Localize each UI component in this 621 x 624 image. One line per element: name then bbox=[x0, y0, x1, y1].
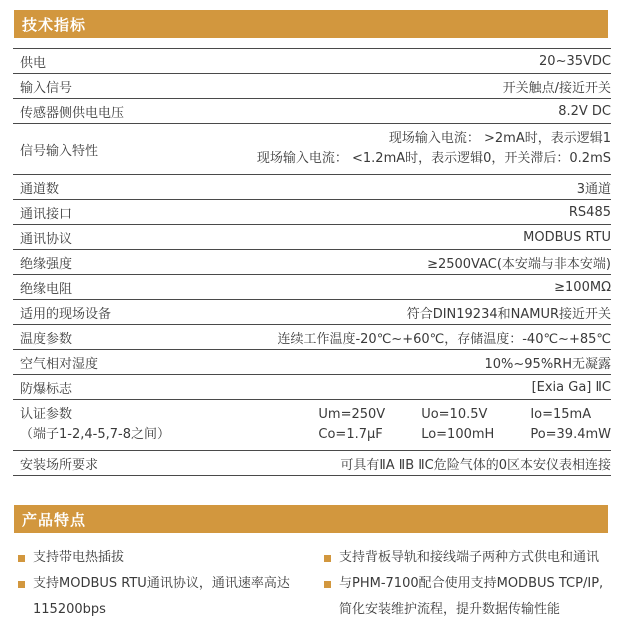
spec-label: 防爆标志 bbox=[20, 381, 73, 397]
spec-label bbox=[20, 405, 170, 445]
bullet-icon bbox=[18, 555, 25, 562]
spec-value: 连续工作温度-20℃~+60℃，存储温度：-40℃~+85℃ bbox=[277, 331, 611, 347]
feature-item bbox=[14, 571, 302, 623]
feature-text: 支持背板导轨和接线端子两种方式供电和通讯 bbox=[339, 550, 600, 565]
section-header-features bbox=[14, 505, 608, 533]
spec-label: 输入信号 bbox=[20, 80, 73, 96]
cert-param: Lo=100mH bbox=[421, 427, 495, 442]
cert-param: Co=1.7μF bbox=[318, 427, 383, 442]
spec-row-insulation-resistance bbox=[13, 275, 611, 300]
spec-label: 绝缘电阻 bbox=[20, 281, 73, 297]
spec-row-sensor-voltage bbox=[13, 99, 611, 124]
spec-value: 3通道 bbox=[576, 181, 611, 197]
bullet-icon bbox=[324, 555, 331, 562]
spec-label: 通讯接口 bbox=[20, 206, 73, 222]
spec-label-line: 认证参数 bbox=[20, 407, 73, 422]
spec-table bbox=[13, 48, 611, 476]
cert-param: Uo=10.5V bbox=[421, 407, 488, 422]
spec-value: ≥2500VAC(本安端与非本安端) bbox=[427, 256, 611, 272]
spec-row-channels bbox=[13, 175, 611, 200]
spec-value: [Exia Ga] ⅡC bbox=[531, 379, 611, 395]
spec-row-installation bbox=[13, 451, 611, 476]
spec-value-line: 现场输入电流： <1.2mA时，表示逻辑0，开关滞后：0.2mS bbox=[256, 151, 611, 166]
bullet-icon bbox=[324, 581, 331, 588]
spec-row-power bbox=[13, 49, 611, 74]
spec-row-certification bbox=[13, 400, 611, 451]
spec-value bbox=[257, 129, 611, 169]
spec-value: 10%~95%RH无凝露 bbox=[484, 356, 611, 372]
spec-value: 开关触点/接近开关 bbox=[502, 80, 611, 96]
spec-label: 适用的现场设备 bbox=[20, 306, 112, 322]
bullet-icon bbox=[18, 581, 25, 588]
spec-row-comm-interface bbox=[13, 200, 611, 225]
spec-row-explosion-proof bbox=[13, 375, 611, 400]
spec-row-insulation-strength bbox=[13, 250, 611, 275]
features-column-left bbox=[14, 545, 302, 623]
spec-label: 绝缘强度 bbox=[20, 256, 73, 272]
feature-text: 支持带电热插拔 bbox=[33, 550, 125, 565]
section-title-tech: 技术指标 bbox=[22, 15, 87, 34]
cert-param: Po=39.4mW bbox=[530, 427, 611, 442]
spec-row-temperature bbox=[13, 325, 611, 350]
section-title-features: 产品特点 bbox=[22, 510, 87, 529]
cert-param: Io=15mA bbox=[530, 407, 592, 422]
spec-label: 温度参数 bbox=[20, 331, 73, 347]
features-list bbox=[14, 545, 608, 623]
spec-label: 信号输入特性 bbox=[20, 143, 99, 159]
spec-value: MODBUS RTU bbox=[523, 229, 611, 245]
spec-row-humidity bbox=[13, 350, 611, 375]
spec-value: 8.2V DC bbox=[558, 103, 611, 119]
spec-row-input-signal bbox=[13, 74, 611, 99]
spec-label: 安装场所要求 bbox=[20, 457, 99, 473]
spec-label: 供电 bbox=[20, 55, 47, 71]
spec-value: RS485 bbox=[568, 204, 611, 220]
spec-value-line: 现场输入电流： >2mA时，表示逻辑1 bbox=[388, 131, 611, 146]
spec-value: 符合DIN19234和NAMUR接近开关 bbox=[406, 306, 611, 322]
feature-item bbox=[320, 571, 608, 623]
spec-row-comm-protocol bbox=[13, 225, 611, 250]
spec-value: 20~35VDC bbox=[539, 53, 611, 69]
cert-param: Um=250V bbox=[318, 407, 386, 422]
spec-value: 可具有ⅡA ⅡB ⅡC危险气体的0区本安仪表相连接 bbox=[340, 457, 611, 473]
spec-label: 通讯协议 bbox=[20, 231, 73, 247]
spec-row-signal-characteristics bbox=[13, 124, 611, 175]
feature-item bbox=[14, 545, 302, 571]
spec-row-field-devices bbox=[13, 300, 611, 325]
spec-label: 通道数 bbox=[20, 181, 60, 197]
feature-item bbox=[320, 545, 608, 571]
features-column-right bbox=[320, 545, 608, 623]
spec-label: 传感器侧供电电压 bbox=[20, 105, 125, 121]
feature-text: 与PHM-7100配合使用支持MODBUS TCP/IP,简化安装维护流程，提升数据传输性能 bbox=[339, 576, 604, 617]
spec-value bbox=[318, 405, 611, 445]
spec-label-line: （端子1-2,4-5,7-8之间） bbox=[20, 427, 170, 442]
section-header-tech bbox=[14, 10, 608, 38]
feature-text: 支持MODBUS RTU通讯协议，通讯速率高达115200bps bbox=[33, 576, 290, 617]
spec-label: 空气相对湿度 bbox=[20, 356, 99, 372]
spec-value: ≥100MΩ bbox=[554, 279, 611, 295]
